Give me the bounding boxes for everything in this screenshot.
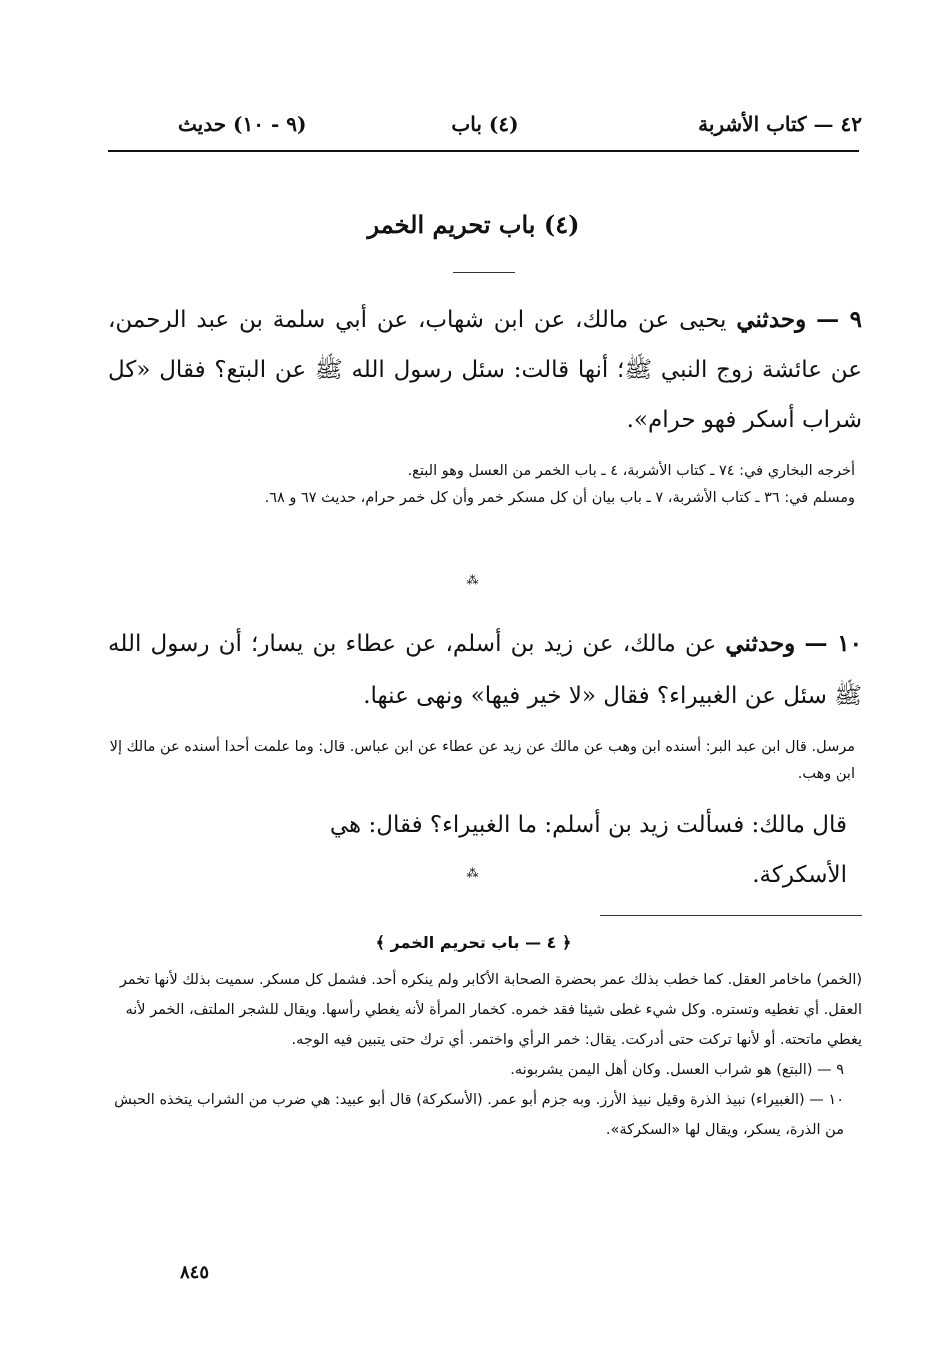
note-9-bukhari: أخرجه البخاري في: ٧٤ ـ كتاب الأشربة، ٤ ـ باب الخمر من العسل وهو البتع. [407,463,855,479]
chapter-title: (٤) باب تحريم الخمر [367,210,580,239]
section-separator: ⁂ [466,573,481,587]
commentary [108,965,862,1145]
page-number: ٨٤٥ [180,1262,210,1283]
gloss-10: ١٠ — (الغبيراء) نبيذ الذرة وقيل نبيذ الأرز. وبه جزم أبو عمر. (الأسكركة) قال أبو عبيد: هي ضرب من الشراب يتخذه الحبش من الذرة، يسكر، ويقال لها «السكركة». [114,1092,844,1138]
hadith-10-number: ١٠ — [804,630,862,657]
footnote-divider [600,915,862,916]
hadith-10 [108,618,862,722]
gloss-9: ٩ — (البتع) هو شراب العسل. وكان أهل اليمن يشربونه. [510,1062,844,1078]
header-divider [108,150,859,152]
hadith-9-text: يحيى عن مالك، عن ابن شهاب، عن أبي سلمة بن عبد الرحمن، عن عائشة زوج النبي ﷺ؛ أنها قالت: سئل رسول الله ﷺ عن البتع؟ فقال «كل شراب أسكر فهو حرام». [108,307,862,433]
book-title: ٤٢ — كتاب الأشربة [698,112,862,136]
commentary-title: ﴿ ٤ — باب تحريم الخمر ﴾ [375,933,572,952]
hadith-range: (٩ - ١٠) حديث [178,112,307,136]
section-separator-2: ⁂ [466,866,481,880]
chapter-label: (٤) باب [451,112,519,136]
malik-question: قال مالك: فسألت زيد بن أسلم: ما الغبيراء؟ فقال: هي الأسكركة. [329,812,847,888]
hadith-9 [108,295,862,445]
hadith-10-lead: وحدثني [725,630,796,657]
running-header [108,112,862,148]
note-9-muslim: ومسلم في: ٣٦ ـ كتاب الأشربة، ٧ ـ باب بيان أن كل مسكر خمر وأن كل خمر حرام، حديث ٦٧ و ٦٨. [264,490,855,506]
note-10: مرسل. قال ابن عبد البر: أسنده ابن وهب عن مالك عن زيد عن عطاء عن ابن عباس. قال: وما علمت أحدا أسنده عن مالك إلا ابن وهب. [109,739,855,782]
commentary-intro: (الخمر) ماخامر العقل. كما خطب بذلك عمر بحضرة الصحابة الأكابر ولم ينكره أحد. فشمل كل مسكر. سميت بذلك لأنها تخمر العقل. أي تغطيه وتستره. وكل شيء غطى شيئا فقد خمره. كخمار المرأة لأنه يغطي رأسها. ويقال للشجر الملتف، الخمر لأنه يغطي ماتحته. أو لأنها تركت حتى أدركت. يقال: خمر الرأي واختمر. أي ترك حتى يتبين فيه الوجه. [119,972,862,1048]
hadith-9-notes [108,458,855,512]
hadith-10-text: عن مالك، عن زيد بن أسلم، عن عطاء بن يسار؛ أن رسول الله ﷺ سئل عن الغبيراء؟ فقال «لا خير فيها» ونهى عنها. [108,631,862,709]
title-divider [453,272,515,273]
hadith-9-number: ٩ — [816,306,862,333]
hadith-9-lead: وحدثني [736,306,807,333]
